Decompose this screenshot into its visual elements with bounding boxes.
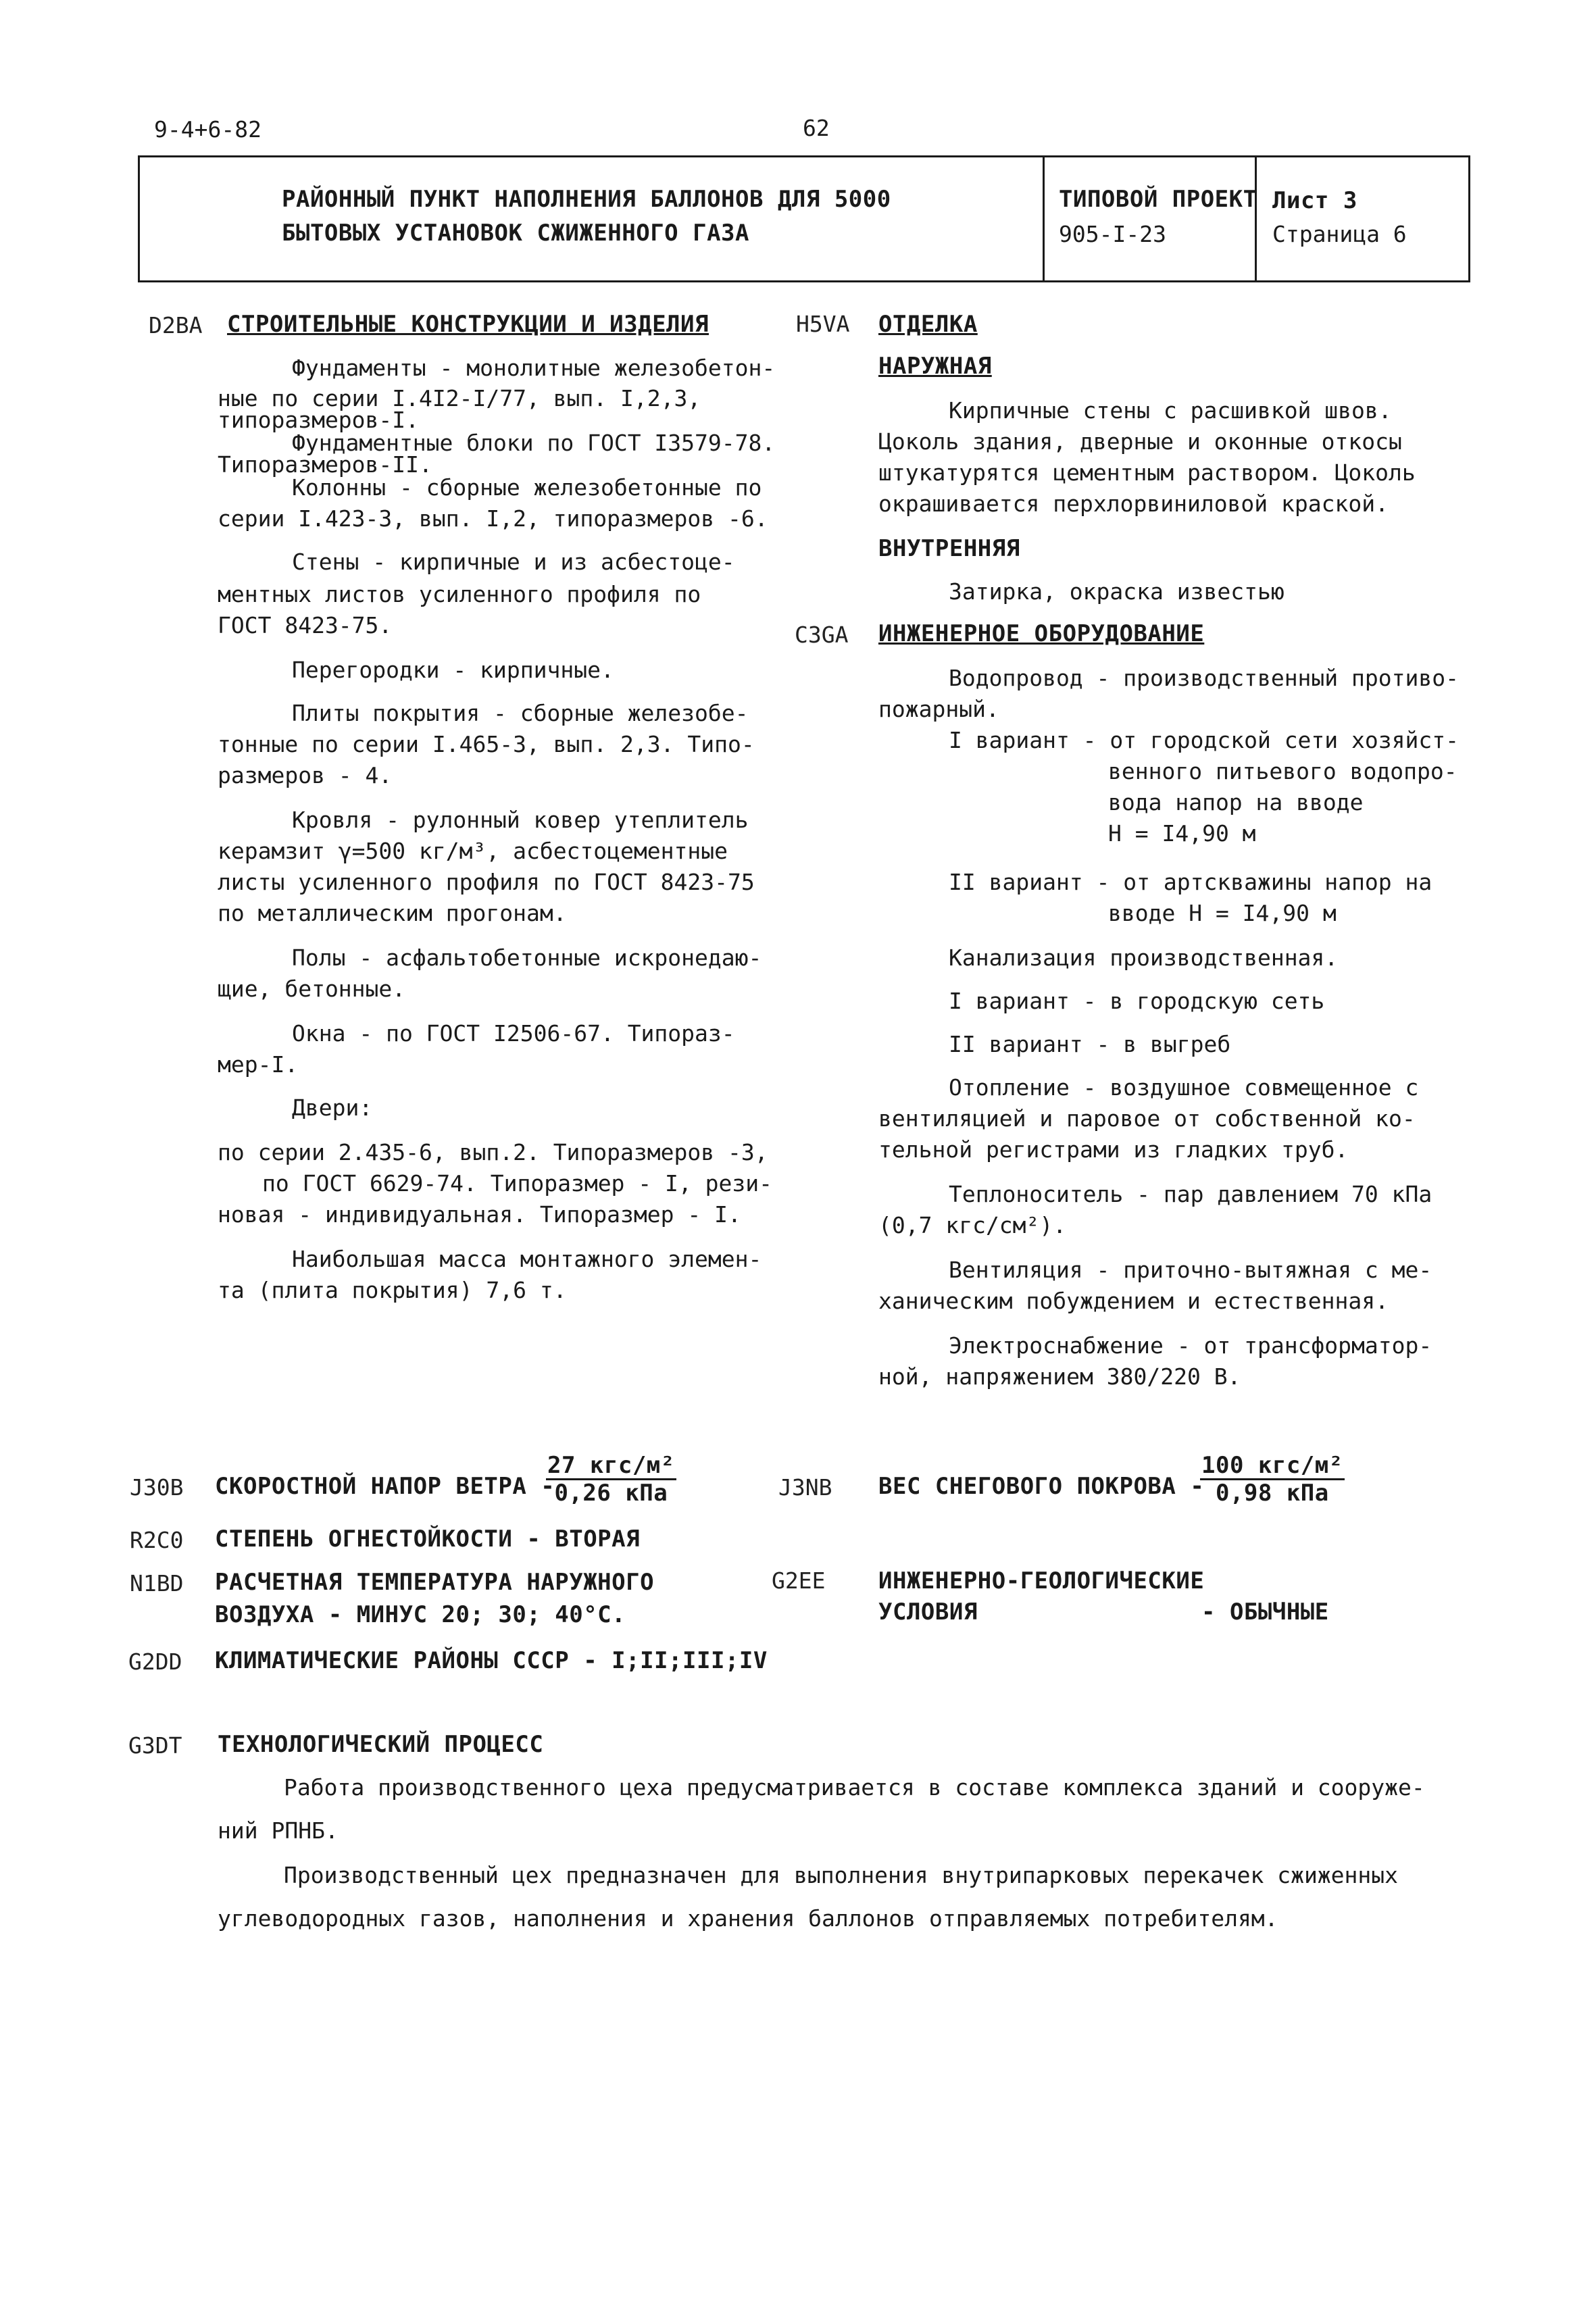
text-line: I вариант - в городскую сеть (949, 988, 1325, 1014)
design-temperature-line-2: ВОЗДУХА - МИНУС 20; 30; 40°С. (215, 1601, 626, 1628)
text-line: Кровля - рулонный ковер утеплитель (292, 807, 749, 833)
snow-load-label: ВЕС СНЕГОВОГО ПОКРОВА - (878, 1473, 1205, 1500)
text-line: Стены - кирпичные и из асбестоце- (292, 549, 735, 575)
text-line: размеров - 4. (218, 762, 393, 788)
text-line: серии I.423-3, вып. I,2, типоразмеров -6. (218, 505, 768, 532)
text-line: по серии 2.435-6, вып.2. Типоразмеров -3, (218, 1139, 768, 1165)
title-block (138, 155, 1470, 282)
snow-load-fraction (1200, 1454, 1345, 1505)
geo-conditions-line-1: ИНЖЕНЕРНО-ГЕОЛОГИЧЕСКИЕ (878, 1567, 1205, 1594)
text-line: Кирпичные стены с расшивкой швов. (949, 397, 1392, 424)
text-line: Теплоноситель - пар давлением 70 кПа (949, 1181, 1432, 1207)
climate-regions: КЛИМАТИЧЕСКИЕ РАЙОНЫ СССР - I;II;III;IV (215, 1647, 768, 1674)
text-line: Окна - по ГОСТ I2506-67. Типораз- (292, 1020, 735, 1047)
wind-load-fraction (546, 1454, 676, 1505)
text-line: ной, напряжением 380/220 В. (878, 1363, 1241, 1390)
text-line: Колонны - сборные железобетонные по (292, 474, 762, 501)
text-line: Перегородки - кирпичные. (292, 657, 614, 683)
page-info: Страница 6 (1272, 221, 1407, 247)
text-line: штукатурятся цементным раствором. Цоколь (878, 459, 1416, 486)
param-code: J30B (130, 1474, 184, 1501)
section-code: G3DT (128, 1732, 182, 1759)
text-line: Отопление - воздушное совмещенное с (949, 1074, 1419, 1101)
text-line: Электроснабжение - от трансформатор- (949, 1332, 1432, 1359)
wind-load-value: 27 кгс/м² (547, 1452, 675, 1479)
text-line: Фундаменты - монолитные железобетон- (292, 355, 776, 381)
text-line: H = I4,90 м (1108, 820, 1256, 847)
text-line: вода напор на вводе (1108, 789, 1364, 815)
text-line: II вариант - в выгреб (949, 1031, 1231, 1057)
title-line-1: РАЙОННЫЙ ПУНКТ НАПОЛНЕНИЯ БАЛЛОНОВ ДЛЯ 5000 (282, 186, 891, 213)
text-line: окрашивается перхлорвиниловой краской. (878, 491, 1389, 517)
wind-load-value-kpa: 0,26 кПа (554, 1480, 668, 1507)
geo-conditions-line-2: УСЛОВИЯ (878, 1599, 978, 1626)
text-line: венного питьевого водопро- (1108, 758, 1457, 784)
text-line: та (плита покрытия) 7,6 т. (218, 1277, 567, 1303)
text-line: листы усиленного профиля по ГОСТ 8423-75 (218, 869, 755, 895)
text-line: новая - индивидуальная. Типоразмер - I. (218, 1201, 741, 1228)
text-line: Плиты покрытия - сборные железобе- (292, 700, 749, 726)
text-line: керамзит γ=500 кг/м³, асбестоцементные (218, 838, 728, 864)
design-temperature-line-1: РАСЧЕТНАЯ ТЕМПЕРАТУРА НАРУЖНОГО (215, 1569, 655, 1596)
section-code: D2BA (149, 312, 203, 338)
section-heading: ИНЖЕНЕРНОЕ ОБОРУДОВАНИЕ (878, 620, 1205, 647)
text-line: Вентиляция - приточно-вытяжная с ме- (949, 1257, 1432, 1283)
text-line: вентиляцией и паровое от собственной ко- (878, 1105, 1416, 1132)
text-line: ний РПНБ. (218, 1817, 339, 1844)
text-line: II вариант - от артскважины напор на (949, 869, 1432, 895)
section-code: H5VA (796, 311, 850, 337)
text-line: по металлическим прогонам. (218, 900, 567, 926)
text-line: тонные по серии I.465-3, вып. 2,3. Типо- (218, 731, 755, 757)
text-line: (0,7 кгс/см²). (878, 1212, 1067, 1238)
sheet-number: Лист 3 (1272, 187, 1357, 214)
text-line: Цоколь здания, дверные и оконные откосы (878, 428, 1402, 455)
subsection-heading: ВНУТРЕННЯЯ (878, 535, 1020, 562)
document-code: 9-4+6-82 (154, 116, 261, 143)
text-line: I вариант - от городской сети хозяйст- (949, 727, 1459, 753)
section-code: C3GA (795, 622, 849, 648)
text-line: ханическим побуждением и естественная. (878, 1288, 1389, 1314)
fire-resistance: СТЕПЕНЬ ОГНЕСТОЙКОСТИ - ВТОРАЯ (215, 1526, 641, 1553)
geo-conditions-value: - ОБЫЧНЫЕ (1201, 1599, 1329, 1626)
text-line: Водопровод - производственный противо- (949, 665, 1459, 691)
text-line: Работа производственного цеха предусматривается в составе комплекса зданий и сооруже- (284, 1774, 1425, 1801)
text-line: Затирка, окраска известью (949, 578, 1285, 605)
section-heading: ОТДЕЛКА (878, 311, 978, 338)
text-line: ГОСТ 8423-75. (218, 612, 393, 638)
text-line: Двери: (292, 1095, 373, 1121)
snow-load-value-kpa: 0,98 кПа (1215, 1480, 1329, 1507)
text-line: пожарный. (878, 696, 999, 722)
wind-load-label: СКОРОСТНОЙ НАПОР ВЕТРА - (215, 1473, 555, 1500)
text-line: ные по серии I.4I2-I/77, вып. I,2,3, (218, 385, 701, 411)
text-line: Канализация производственная. (949, 945, 1339, 971)
text-line: типоразмеров-I. (218, 407, 420, 433)
text-line: мер-I. (218, 1051, 299, 1078)
param-code: N1BD (130, 1570, 184, 1596)
text-line: Полы - асфальтобетонные искронедаю- (292, 945, 762, 971)
project-number: 905-I-23 (1059, 221, 1166, 247)
text-line: Фундаментные блоки по ГОСТ I3579-78. (292, 430, 776, 456)
param-code: J3NB (778, 1474, 832, 1501)
text-line: вводе H = I4,90 м (1108, 900, 1337, 926)
text-line: тельной регистрами из гладких труб. (878, 1136, 1349, 1163)
text-line: Типоразмеров-II. (218, 451, 432, 478)
text-line: ментных листов усиленного профиля по (218, 581, 701, 607)
text-line: по ГОСТ 6629-74. Типоразмер - I, рези- (262, 1170, 772, 1197)
text-line: Наибольшая масса монтажного элемен- (292, 1246, 762, 1272)
page-number: 62 (803, 115, 830, 141)
title-line-2: БЫТОВЫХ УСТАНОВОК СЖИЖЕННОГО ГАЗА (282, 220, 750, 247)
param-code: G2EE (772, 1567, 826, 1594)
section-heading: ТЕХНОЛОГИЧЕСКИЙ ПРОЦЕСС (218, 1731, 544, 1758)
subsection-heading: НАРУЖНАЯ (878, 353, 992, 380)
text-line: Производственный цех предназначен для выполнения внутрипарковых перекачек сжиженных (284, 1862, 1399, 1888)
param-code: R2C0 (130, 1527, 184, 1553)
text-line: щие, бетонные. (218, 976, 406, 1002)
section-heading: СТРОИТЕЛЬНЫЕ КОНСТРУКЦИИ И ИЗДЕЛИЯ (227, 311, 709, 338)
snow-load-value: 100 кгс/м² (1201, 1452, 1343, 1479)
param-code: G2DD (128, 1649, 182, 1675)
text-line: углеводородных газов, наполнения и хранения баллонов отправляемых потребителям. (218, 1905, 1278, 1932)
project-label: ТИПОВОЙ ПРОЕКТ (1059, 186, 1257, 213)
